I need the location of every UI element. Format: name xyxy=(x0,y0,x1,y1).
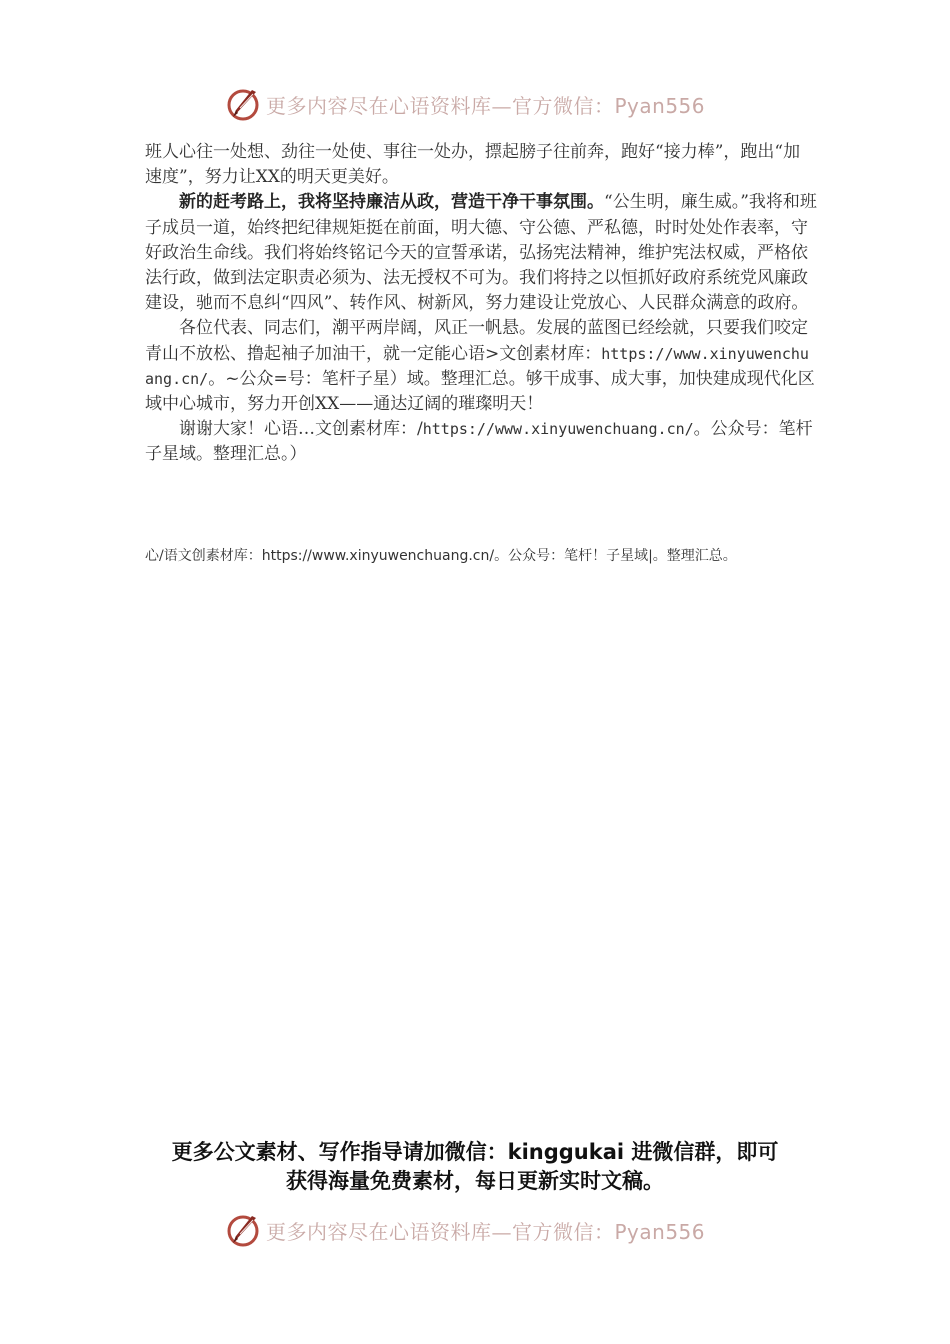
footer-url: https://www.xinyuwenchuang.cn/ xyxy=(261,548,495,564)
banner-text: 更多内容尽在心语资料库—官方微信：Pyan556 xyxy=(266,1219,706,1244)
document-body xyxy=(145,140,817,468)
url-link: https://www.xinyuwenchuang.cn/ xyxy=(422,420,694,439)
footer-banner xyxy=(226,1210,726,1250)
promo-line-2: 获得海量免费素材，每日更新实时文稿。 xyxy=(286,1169,664,1193)
banner-text: 更多内容尽在心语资料库—官方微信：Pyan556 xyxy=(266,93,706,118)
paragraph-4: 谢谢大家！心语…文创素材库：/https://www.xinyuwenchuang.cn/。公众号：笔杆子星域。整理汇总。） xyxy=(145,419,813,465)
footer-note: 心/语文创素材库：https://www.xinyuwenchuang.cn/。公众号：笔杆！子星域|。整理汇总。 xyxy=(145,548,737,564)
url-link: https://www.xinyuwenchuang.cn/ xyxy=(145,344,809,388)
promo-line-1: 更多公文素材、写作指导请加微信：kinggukai 进微信群，即可 xyxy=(171,1140,779,1164)
paragraph-2: 新的赶考路上，我将坚持廉洁从政，营造干净干事氛围。“公生明，廉生威。”我将和班子成员一道，始终把纪律规矩挺在前面，明大德、守公德、严私德，时时处处作表率，守好政治生命线。我们将始终铭记今天的宣誓承诺，弘扬宪法精神，维护宪法权威，严格依法行政，做到法定职责必须为、法无授权不可为。我们将持之以恒抓好政府系统党风廉政建设，驰而不息纠“四风”、转作风、树新风，努力建设让党放心、人民群众满意的政府。 xyxy=(145,192,817,314)
paragraph-2-heading: 新的赶考路上，我将坚持廉洁从政，营造干净干事氛围。 xyxy=(179,192,604,213)
quill-pen-logo-icon xyxy=(226,86,262,122)
paragraph-1: 班人心往一处想、劲往一处使、事往一处办，摽起膀子往前奔，跑好“接力棒”，跑出“加速度”，努力让XX的明天更美好。 xyxy=(145,142,801,188)
quill-pen-logo-icon xyxy=(226,1212,262,1248)
header-banner xyxy=(226,84,726,124)
paragraph-3: 各位代表、同志们，潮平两岸阔，风正一帆悬。发展的蓝图已经绘就，只要我们咬定青山不放松、撸起袖子加油干，就一定能心语>文创素材库：https://www.xinyuwenchuang.cn/。~公众=号：笔杆子星）域。整理汇总。够干成事、成大事，加快建成现代化区域中心城市，努力开创XX——通达辽阔的璀璨明天！ xyxy=(145,318,815,415)
promo-text xyxy=(100,1138,850,1196)
